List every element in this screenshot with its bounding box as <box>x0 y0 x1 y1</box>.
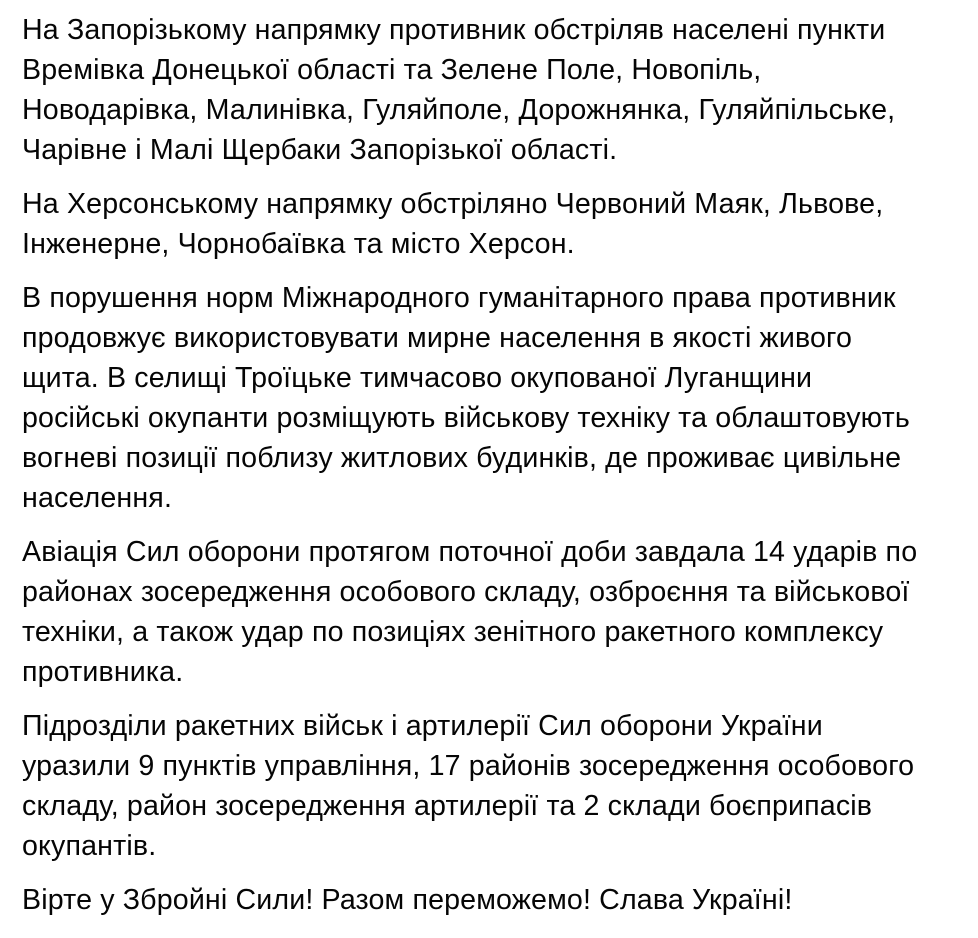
text-line: На Херсонському напрямку обстріляно Червоний Маяк, Львове, <box>22 188 884 220</box>
text-line: щита. В селищі Троїцьке тимчасово окупованої Луганщини <box>22 362 813 394</box>
text-line: російські окупанти розміщують військову техніку та облаштовують <box>22 402 910 434</box>
text-line: Підрозділи ракетних військ і артилерії Сил оборони України <box>22 710 823 742</box>
text-line: районах зосередження особового складу, озброєння та військової <box>22 576 910 608</box>
text-line: В порушення норм Міжнародного гуманітарного права противник <box>22 282 896 314</box>
text-line: вогневі позиції поблизу житлових будинків, де проживає цивільне <box>22 442 902 474</box>
text-line: Чарівне і Малі Щербаки Запорізької області. <box>22 134 618 166</box>
text-line: складу, район зосередження артилерії та 2 склади боєприпасів <box>22 790 873 822</box>
paragraph-zaporizhzhia <box>22 10 962 170</box>
paragraph-kherson <box>22 184 962 264</box>
text-line: продовжує використовувати мирне населення в якості живого <box>22 322 853 354</box>
text-line: Времівка Донецької області та Зелене Поле, Новопіль, <box>22 54 762 86</box>
text-line: уразили 9 пунктів управління, 17 районів зосередження особового <box>22 750 915 782</box>
paragraph-artillery <box>22 706 962 866</box>
paragraph-human-shield <box>22 278 962 518</box>
text-line: Авіація Сил оборони протягом поточної доби завдала 14 ударів по <box>22 536 918 568</box>
paragraph-aviation <box>22 532 962 692</box>
text-line: населення. <box>22 482 173 514</box>
post-body <box>22 10 962 920</box>
text-line: Інженерне, Чорнобаївка та місто Херсон. <box>22 228 575 260</box>
text-line: Вірте у Збройні Сили! Разом переможемо! Слава Україні! <box>22 884 793 916</box>
text-line: Новодарівка, Малинівка, Гуляйполе, Дорожнянка, Гуляйпільське, <box>22 94 896 126</box>
text-line: На Запорізькому напрямку противник обстріляв населені пункти <box>22 14 886 46</box>
paragraph-closing <box>22 880 962 920</box>
text-line: техніки, а також удар по позиціях зенітного ракетного комплексу <box>22 616 884 648</box>
text-line: окупантів. <box>22 830 157 862</box>
text-line: противника. <box>22 656 184 688</box>
